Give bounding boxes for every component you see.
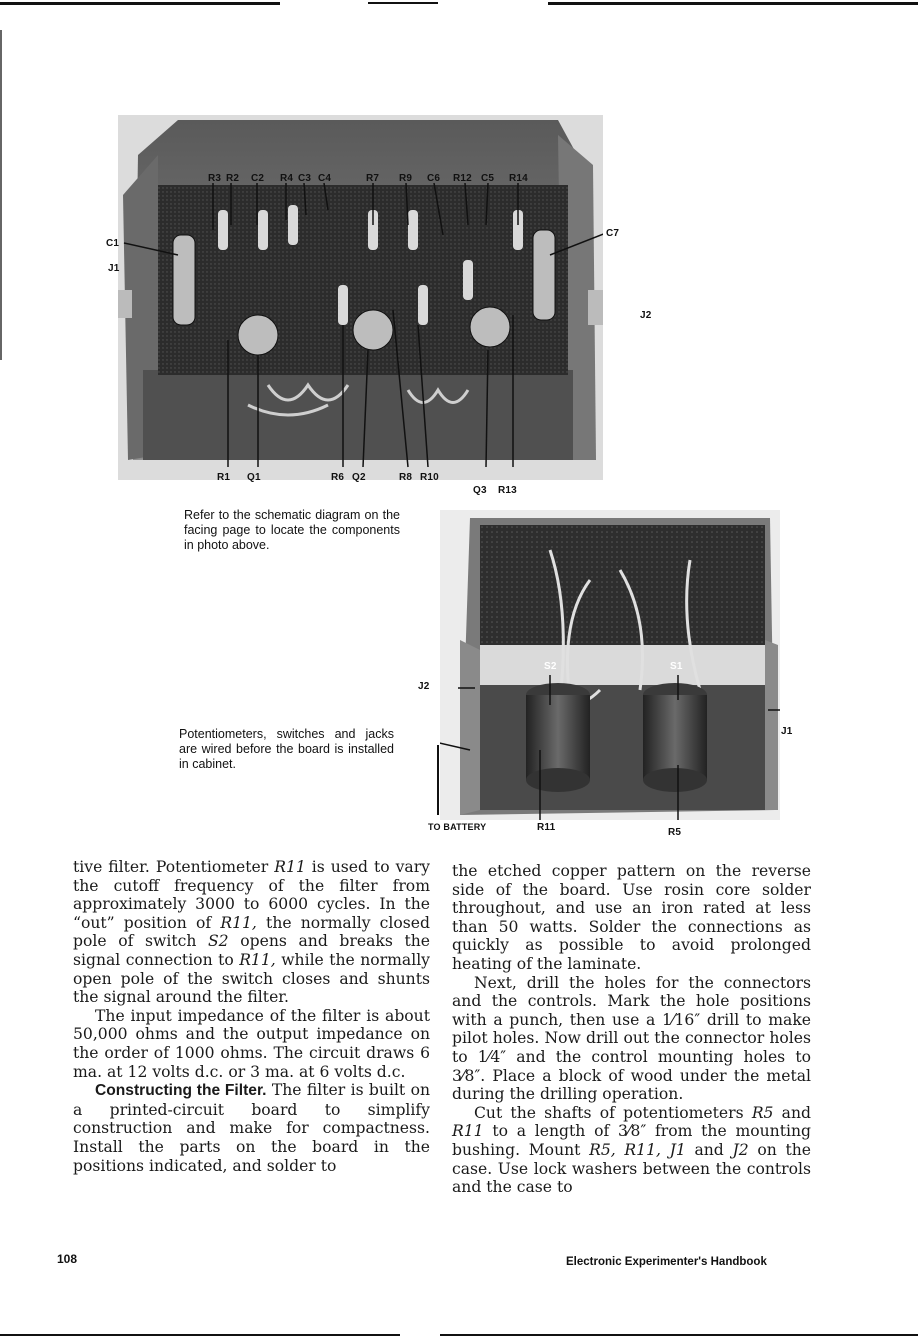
text-run: opens and breaks the signal connection to xyxy=(73,932,431,969)
text-run: on the case. Use lock washers between the controls and the case to xyxy=(452,1140,811,1197)
bottom-rule-right xyxy=(440,1334,918,1336)
label-c6: C6 xyxy=(427,173,441,184)
label-to-battery: TO BATTERY xyxy=(428,822,487,832)
left-paragraph-3 xyxy=(73,1081,430,1175)
label-j1-bottom: J1 xyxy=(781,726,793,737)
ref-r11: R11, xyxy=(239,950,276,969)
left-paragraph-1 xyxy=(73,858,430,1007)
ref-j2: J2 xyxy=(732,1140,749,1159)
ref-r11: R11 xyxy=(274,858,306,876)
label-c7: C7 xyxy=(606,228,620,239)
page-number: 108 xyxy=(57,1252,78,1266)
section-heading: Constructing the Filter. xyxy=(95,1082,267,1100)
right-paragraph-2: Next, drill the holes for the connectors and the controls. Mark the hole positions with a punch, then use a 1⁄16″ drill to make pilot holes. Now drill out the connector holes to 1⁄4″ and the control mounting holes to 3⁄8″. Place a block of wood under the metal during the drilling operation. xyxy=(452,973,811,1104)
label-r10: R10 xyxy=(420,472,439,483)
label-j1: J1 xyxy=(108,263,120,274)
label-r6: R6 xyxy=(331,472,345,483)
bottom-rule-left xyxy=(0,1334,400,1336)
label-j2-bottom: J2 xyxy=(418,681,430,692)
right-column xyxy=(452,862,811,1197)
label-r5: R5 xyxy=(668,827,682,838)
label-c2: C2 xyxy=(251,173,265,184)
label-r3: R3 xyxy=(208,173,222,184)
label-r11: R11 xyxy=(537,822,556,833)
label-r4: R4 xyxy=(280,173,294,184)
text-run: and xyxy=(773,1103,812,1122)
ref-r5: R5 xyxy=(751,1103,774,1122)
label-r7: R7 xyxy=(366,173,380,184)
label-c4: C4 xyxy=(318,173,332,184)
label-r8: R8 xyxy=(399,472,413,483)
text-run: tive filter. Potentiometer xyxy=(73,858,275,876)
label-q3: Q3 xyxy=(473,485,487,496)
top-rule-mid xyxy=(368,2,438,4)
right-paragraph-3 xyxy=(452,1104,811,1197)
label-c1: C1 xyxy=(106,238,120,249)
label-q2: Q2 xyxy=(352,472,366,483)
ref-r5-r11-j1: R5, R11, J1 xyxy=(589,1140,686,1159)
label-j2-top: J2 xyxy=(640,310,652,321)
top-rule-right xyxy=(548,2,918,5)
cabinet-drawing xyxy=(440,510,780,820)
label-r9: R9 xyxy=(399,173,413,184)
caption-top: Refer to the schematic diagram on the facing page to locate the components in photo above. xyxy=(184,508,400,552)
label-c5: C5 xyxy=(481,173,495,184)
ref-r11: R11 xyxy=(452,1122,484,1141)
right-paragraph-1: the etched copper pattern on the reverse side of the board. Use rosin core solder throughout, and use an iron rated at less than 50 watts. Solder the connections as quickly as possible to avoid prolonged heating of the laminate. xyxy=(452,862,811,973)
ref-s2: S2 xyxy=(208,932,229,951)
label-r13: R13 xyxy=(498,485,517,496)
label-s2: S2 xyxy=(544,661,557,672)
publication-title: Electronic Experimenter's Handbook xyxy=(566,1256,767,1268)
text-run: The filter is built on a printed-circuit board to simplify construction and make for compactness. Install the parts on the board in the positions indicated, and solder to xyxy=(73,1081,430,1175)
text-run: and xyxy=(685,1140,733,1159)
label-q1: Q1 xyxy=(247,472,261,483)
circuit-board-photo xyxy=(118,115,603,480)
top-rule-left xyxy=(0,2,280,5)
text-run: the normally closed pole of switch xyxy=(73,913,430,951)
left-paragraph-2: The input impedance of the filter is about 50,000 ohms and the output impedance on the order of 1000 ohms. The circuit draws 6 ma. at 12 volts d.c. or 3 ma. at 6 volts d.c. xyxy=(73,1006,430,1081)
ref-r11: R11, xyxy=(220,913,257,932)
battery-leader xyxy=(437,745,439,815)
text-run: Cut the shafts of potentiometers xyxy=(474,1103,752,1122)
label-r2: R2 xyxy=(226,173,240,184)
left-column xyxy=(73,858,430,1175)
label-s1: S1 xyxy=(670,661,683,672)
text-run: is used to vary the cutoff frequency of the filter from approximately 3000 to 6000 cycles. In the “out” position of xyxy=(73,858,430,932)
label-r1: R1 xyxy=(217,472,231,483)
text-run: while the normally open pole of the switch closes and shunts the signal around the filter. xyxy=(73,950,430,1007)
caption-bottom: Potentiometers, switches and jacks are wired before the board is installed in cabinet. xyxy=(179,727,394,771)
text-run: to a length of 3⁄8″ from the mounting bushing. Mount xyxy=(452,1122,811,1159)
left-edge-mark xyxy=(0,30,2,360)
label-r14: R14 xyxy=(509,173,528,184)
label-r12: R12 xyxy=(453,173,472,184)
cabinet-photo xyxy=(440,510,780,820)
label-c3: C3 xyxy=(298,173,312,184)
circuit-board-drawing xyxy=(118,115,603,480)
